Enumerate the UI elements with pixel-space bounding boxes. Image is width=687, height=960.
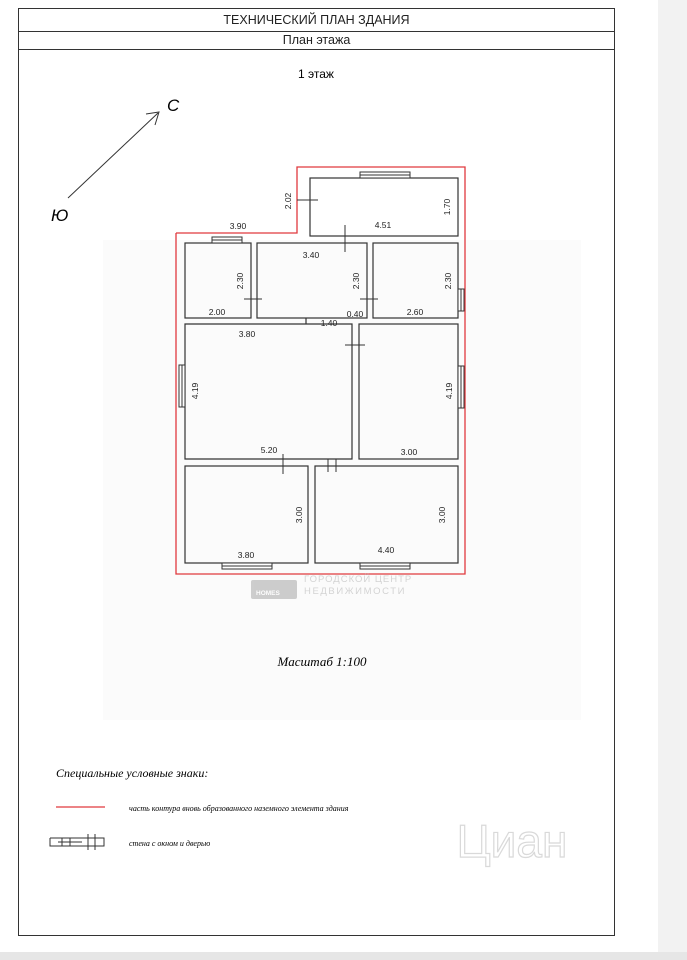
document-title: ТЕХНИЧЕСКИЙ ПЛАН ЗДАНИЯ: [19, 9, 614, 32]
dim-label: 2.30: [351, 272, 361, 290]
compass-north-label: С: [167, 96, 180, 115]
dim-label: 3.80: [238, 329, 256, 339]
dim-label: 4.40: [377, 545, 395, 555]
agency-line-1: ГОРОДСКОЙ ЦЕНТР: [304, 574, 413, 585]
window: [179, 365, 185, 407]
dim-label: 2.30: [235, 272, 245, 290]
agency-line-2: НЕДВИЖИМОСТИ: [304, 586, 407, 597]
window: [360, 172, 410, 178]
dim-label: 3.40: [302, 250, 320, 260]
legend-title: Специальные условные знаки:: [56, 766, 209, 780]
window: [212, 237, 242, 243]
dim-label: 3.00: [400, 447, 418, 457]
legend-wall-sample-icon: [50, 834, 104, 850]
dim-label: 2.30: [443, 272, 453, 290]
dim-label: 3.00: [437, 506, 447, 524]
dim-label: 4.51: [374, 220, 392, 230]
dim-label: 4.19: [444, 382, 454, 400]
compass-line: [68, 113, 158, 198]
dim-label: 3.00: [294, 506, 304, 524]
plan-panel: [103, 240, 581, 720]
legend-item-contour: часть контура вновь образованного наземного элемента здания: [129, 804, 349, 813]
cian-watermark: Циан: [456, 815, 568, 867]
dim-label: 2.02: [283, 192, 293, 210]
window: [458, 289, 464, 311]
dim-label: 2.60: [406, 307, 424, 317]
scale-label: Масштаб 1:100: [277, 654, 367, 669]
document-subtitle: План этажа: [19, 31, 614, 50]
dim-label: 5.20: [260, 445, 278, 455]
dim-label: 2.00: [208, 307, 226, 317]
legend-item-wall: стена с окном и дверью: [129, 839, 211, 848]
dim-label: 4.19: [190, 382, 200, 400]
dim-label: 1.70: [442, 198, 452, 216]
floor-label: 1 этаж: [298, 67, 334, 81]
window: [458, 366, 464, 408]
door: [297, 193, 318, 207]
window: [360, 563, 410, 569]
compass: [51, 96, 180, 225]
dim-label: 3.80: [237, 550, 255, 560]
agency-logo-text: HOMES: [256, 590, 280, 597]
dim-label: 0.40: [346, 309, 364, 319]
compass-south-label: Ю: [51, 206, 69, 225]
dim-label: 3.90: [229, 221, 247, 231]
dim-label: 1.40: [320, 318, 338, 328]
window: [222, 563, 272, 569]
